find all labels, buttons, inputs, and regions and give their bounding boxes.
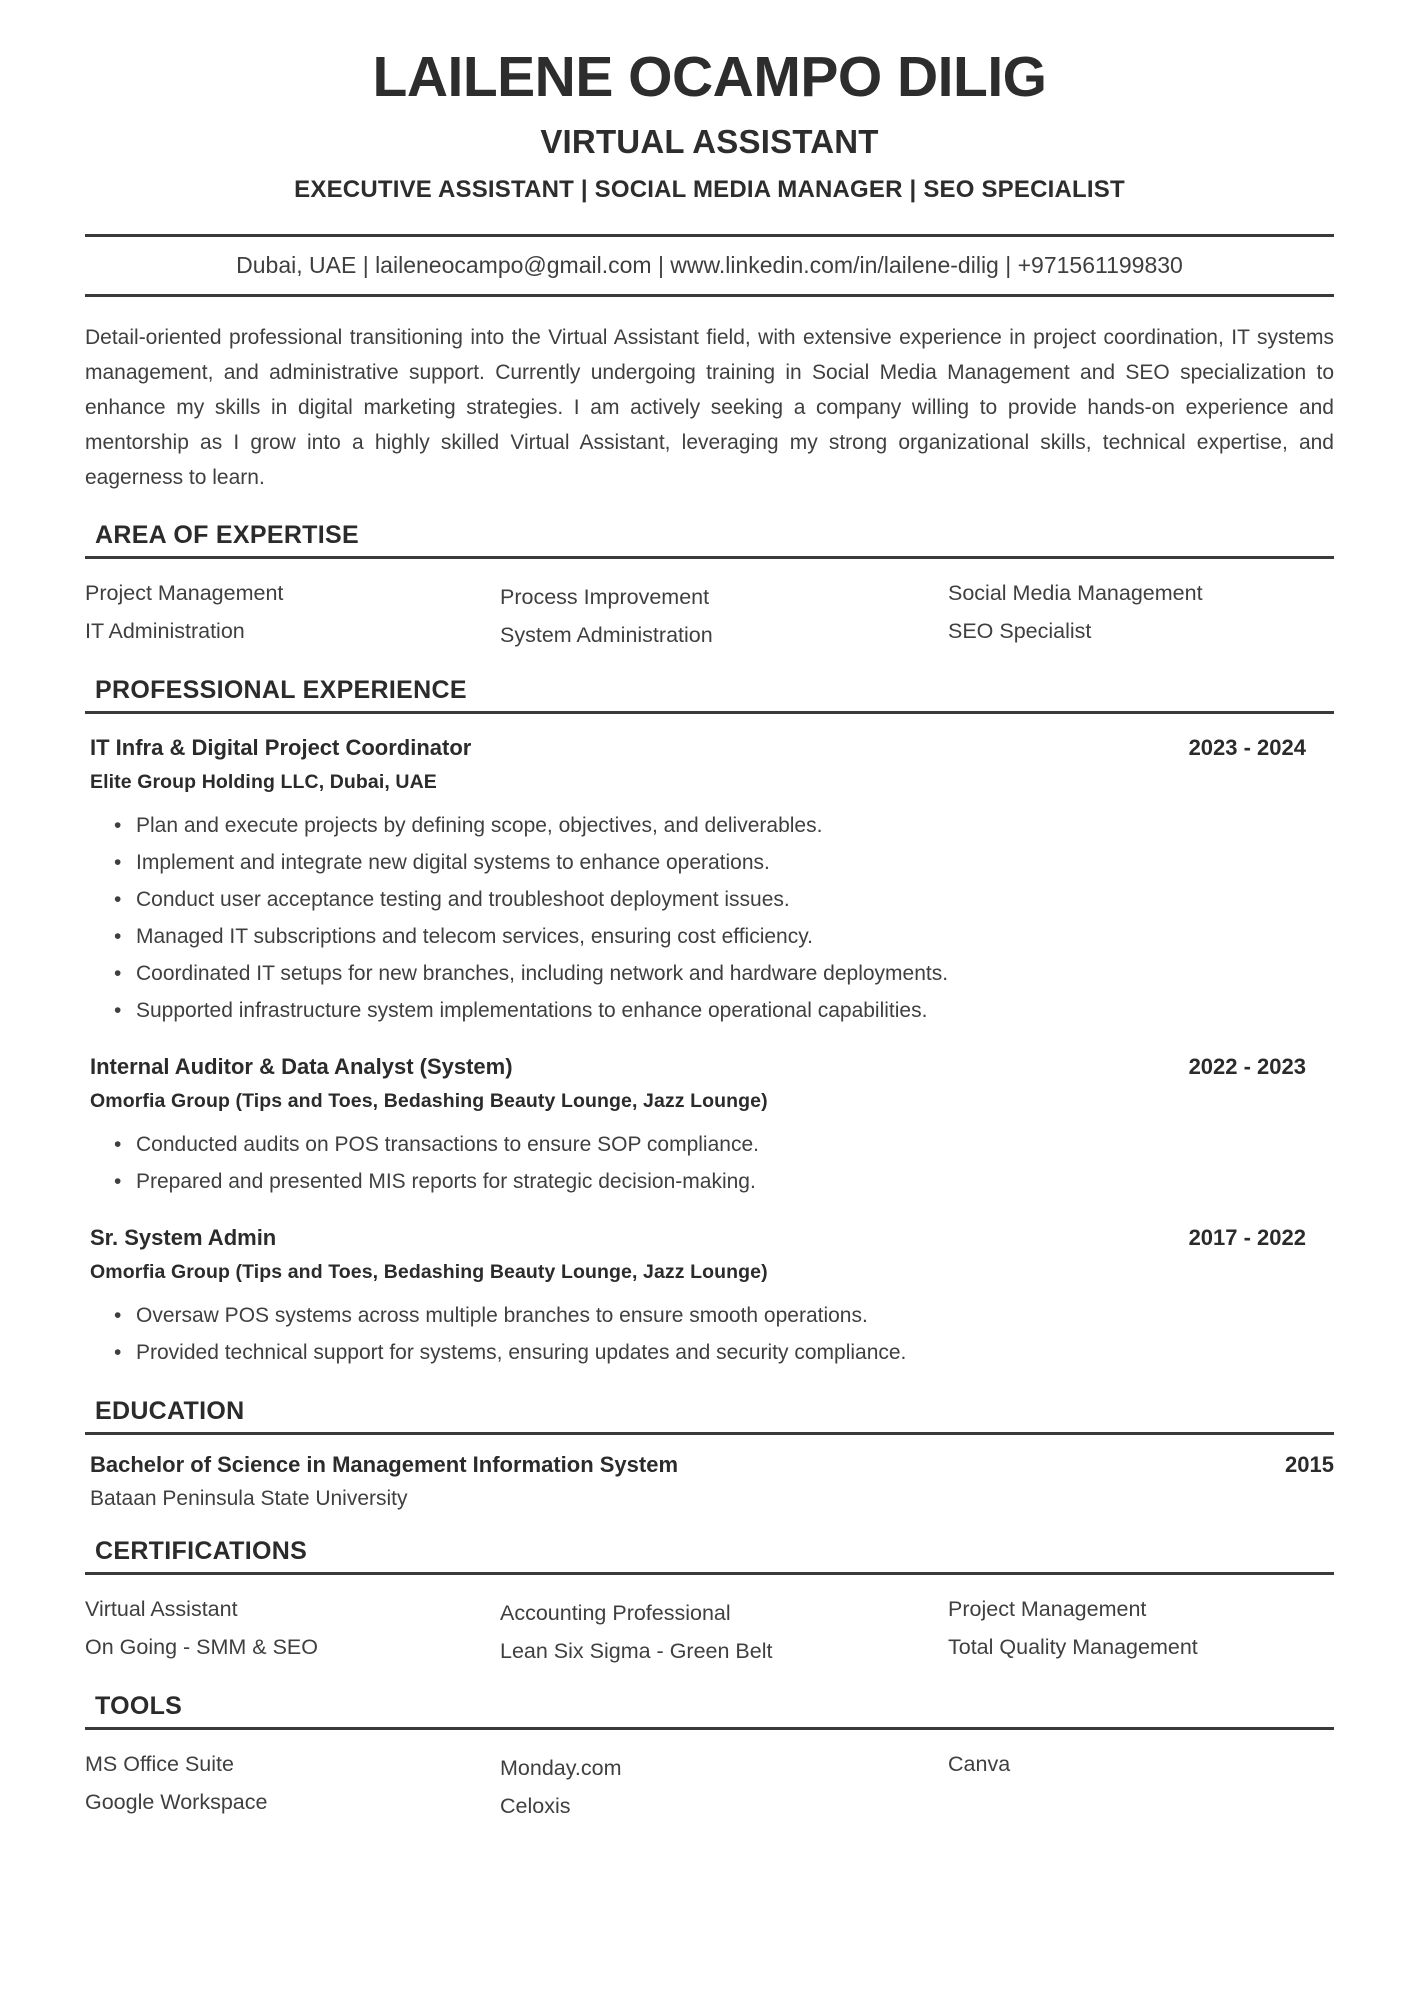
expertise-item: SEO Specialist [948, 619, 1092, 643]
education-degree: Bachelor of Science in Management Information System [90, 1452, 679, 1477]
job-title: Sr. System Admin [90, 1225, 277, 1250]
tool-item: Google Workspace [85, 1790, 268, 1814]
education-school: Bataan Peninsula State University [90, 1487, 408, 1510]
tools-column-3 [948, 1745, 1334, 1821]
job-company: Omorfia Group (Tips and Toes, Bedashing Beauty Lounge, Jazz Lounge) [90, 1090, 768, 1112]
job-bullet: • Plan and execute projects by defining scope, objectives, and deliverables. [112, 807, 1334, 844]
job-company: Elite Group Holding LLC, Dubai, UAE [90, 771, 437, 793]
expertise-column-2 [500, 578, 948, 654]
role-title: VIRTUAL ASSISTANT [540, 123, 879, 160]
expertise-item: Social Media Management [948, 581, 1203, 605]
section-certifications [85, 1537, 1334, 1666]
job-bullet: • Supported infrastructure system implementations to enhance operational capabilities. [112, 992, 1334, 1029]
section-experience [85, 676, 1334, 1371]
contact-band [85, 234, 1334, 297]
divider [85, 711, 1334, 714]
certification-item: Lean Six Sigma - Green Belt [500, 1639, 773, 1663]
section-education [85, 1397, 1334, 1511]
job-title-block [90, 1054, 768, 1113]
job-title-block [90, 1225, 768, 1284]
job-dates: 2023 - 2024 [1188, 735, 1306, 760]
candidate-name: LAILENE OCAMPO DILIG [372, 45, 1047, 109]
job-dates: 2022 - 2023 [1188, 1054, 1306, 1079]
certifications-columns [85, 1590, 1334, 1666]
certifications-column-2 [500, 1594, 948, 1670]
job-header [85, 1225, 1334, 1284]
certification-item: Total Quality Management [948, 1635, 1198, 1659]
summary-paragraph: Detail-oriented professional transitioning into the Virtual Assistant field, with extensive experience in project coordination, IT systems management, and administrative support. Currently undergoing training in Social Media Management and SEO specialization to enhance my skills in digital marketing strategies. I am actively seeking a company willing to provide hands-on experience and mentorship as I grow into a highly skilled Virtual Assistant, leveraging my strong organizational skills, technical expertise, and eagerness to learn. [85, 326, 1334, 489]
job-bullet: • Managed IT subscriptions and telecom services, ensuring cost efficiency. [112, 918, 1334, 955]
job-bullet: • Coordinated IT setups for new branches, including network and hardware deployments. [112, 955, 1334, 992]
tool-item: MS Office Suite [85, 1752, 234, 1776]
tool-item: Canva [948, 1752, 1011, 1776]
expertise-item: System Administration [500, 623, 713, 647]
tools-columns [85, 1745, 1334, 1821]
job-title-block [90, 735, 471, 794]
job-entry-3 [85, 1225, 1334, 1371]
experience-heading: PROFESSIONAL EXPERIENCE [95, 676, 467, 704]
job-bullet: • Provided technical support for systems, ensuring updates and security compliance. [112, 1334, 1334, 1371]
job-title: Internal Auditor & Data Analyst (System) [90, 1054, 513, 1079]
job-bullet: • Prepared and presented MIS reports for strategic decision-making. [112, 1163, 1334, 1200]
job-header [85, 735, 1334, 794]
tools-column-2 [500, 1749, 948, 1825]
job-dates: 2017 - 2022 [1188, 1225, 1306, 1250]
certification-item: Project Management [948, 1597, 1147, 1621]
certification-item: Accounting Professional [500, 1601, 731, 1625]
education-heading: EDUCATION [95, 1397, 245, 1425]
certification-item: On Going - SMM & SEO [85, 1635, 318, 1659]
section-tools [85, 1692, 1334, 1821]
job-entry-2 [85, 1054, 1334, 1200]
certification-item: Virtual Assistant [85, 1597, 238, 1621]
job-bullet: • Conduct user acceptance testing and troubleshoot deployment issues. [112, 881, 1334, 918]
section-expertise [85, 521, 1334, 650]
job-bullet: • Conducted audits on POS transactions to ensure SOP compliance. [112, 1126, 1334, 1163]
expertise-column-3 [948, 574, 1334, 650]
tools-column-1 [85, 1745, 500, 1821]
certifications-column-1 [85, 1590, 500, 1666]
divider [85, 1727, 1334, 1730]
contact-info: Dubai, UAE | laileneocampo@gmail.com | www.linkedin.com/in/lailene-dilig | +971561199830 [236, 252, 1183, 278]
job-title: IT Infra & Digital Project Coordinator [90, 735, 472, 760]
job-bullet-list [85, 1297, 1334, 1371]
job-header [85, 1054, 1334, 1113]
role-tagline: EXECUTIVE ASSISTANT | SOCIAL MEDIA MANAGER | SEO SPECIALIST [294, 176, 1125, 203]
expertise-item: Process Improvement [500, 585, 710, 609]
job-company: Omorfia Group (Tips and Toes, Bedashing Beauty Lounge, Jazz Lounge) [90, 1261, 768, 1283]
job-bullet-list [85, 1126, 1334, 1200]
expertise-columns [85, 574, 1334, 650]
job-bullet: • Oversaw POS systems across multiple branches to ensure smooth operations. [112, 1297, 1334, 1334]
tool-item: Celoxis [500, 1794, 571, 1818]
expertise-item: IT Administration [85, 619, 245, 643]
expertise-column-1 [85, 574, 500, 650]
education-year: 2015 [1285, 1452, 1334, 1477]
divider [85, 1432, 1334, 1435]
tools-heading: TOOLS [95, 1692, 183, 1720]
certifications-heading: CERTIFICATIONS [95, 1537, 308, 1565]
education-entry [85, 1452, 1334, 1478]
resume-header [85, 44, 1334, 204]
job-bullet-list [85, 807, 1334, 1029]
job-entry-1 [85, 735, 1334, 1029]
certifications-column-3 [948, 1590, 1334, 1666]
job-bullet: • Implement and integrate new digital systems to enhance operations. [112, 844, 1334, 881]
divider [85, 1572, 1334, 1575]
tool-item: Monday.com [500, 1756, 622, 1780]
expertise-item: Project Management [85, 581, 284, 605]
expertise-heading: AREA OF EXPERTISE [95, 521, 359, 549]
divider [85, 556, 1334, 559]
